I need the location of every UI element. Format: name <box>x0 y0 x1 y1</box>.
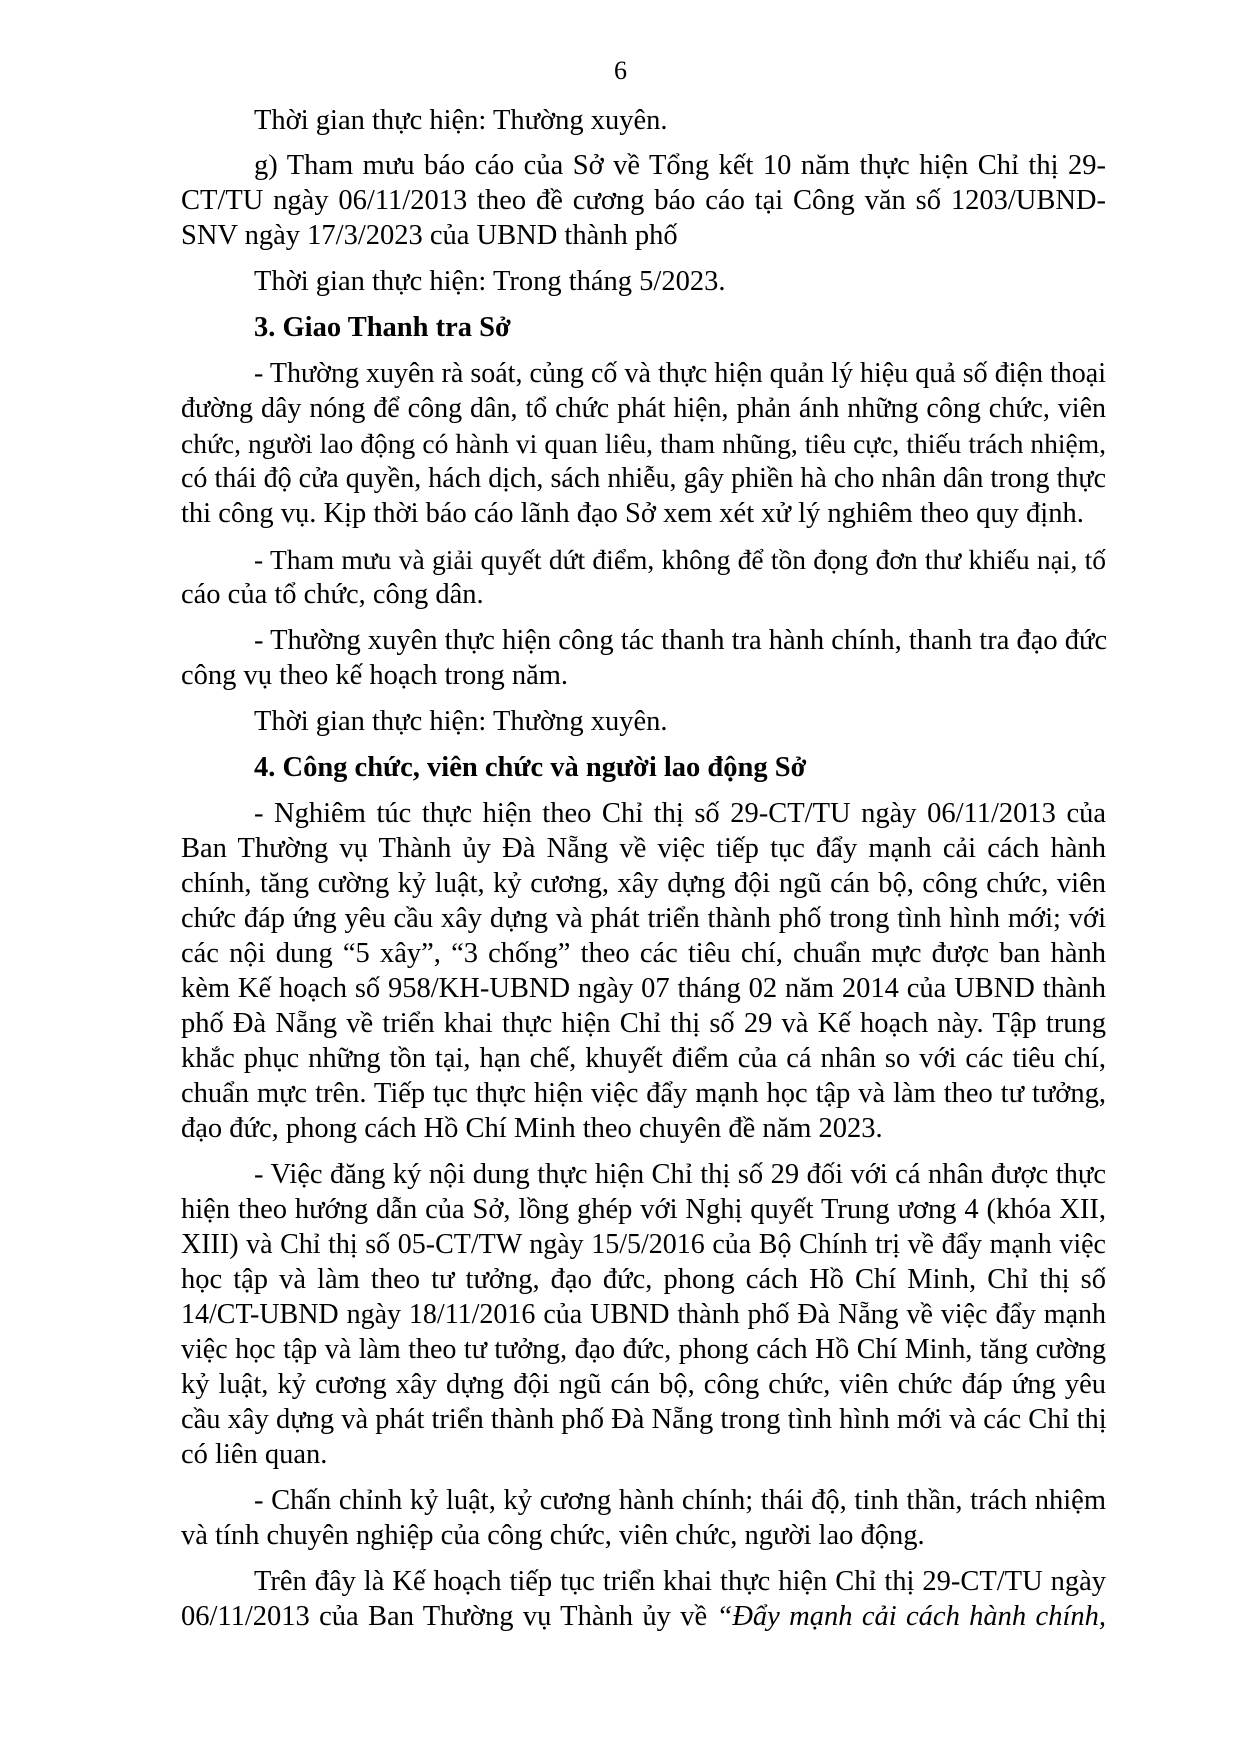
paragraph-line: việc học tập và làm theo tư tưởng, đạo đức, phong cách Hồ Chí Minh, tăng cường <box>181 1334 1106 1365</box>
paragraph-line: có thái độ cửa quyền, hách dịch, sách nhiễu, gây phiền hà cho nhân dân trong thực <box>181 463 1106 494</box>
paragraph-line: phố Đà Nẵng về triển khai thực hiện Chỉ thị số 29 và Kế hoạch này. Tập trung <box>181 1008 1106 1039</box>
paragraph-line: công vụ theo kế hoạch trong năm. <box>181 660 569 691</box>
page-number: 6 <box>614 56 627 85</box>
italic-quote: “Đẩy mạnh cải cách hành chính, <box>716 1601 1106 1632</box>
paragraph-line: - Tham mưu và giải quyết dứt điểm, không để tồn đọng đơn thư khiếu nại, tố <box>254 544 1106 575</box>
paragraph-line: XIII) và Chỉ thị số 05-CT/TW ngày 15/5/2016 của Bộ Chính trị về đẩy mạnh việc <box>181 1229 1106 1260</box>
paragraph-line: cầu xây dựng và phát triển thành phố Đà Nẵng trong tình hình mới và các Chỉ thị <box>181 1404 1107 1435</box>
paragraph-line: - Việc đăng ký nội dung thực hiện Chỉ thị số 29 đối với cá nhân được thực <box>254 1159 1106 1190</box>
paragraph-line: hiện theo hướng dẫn của Sở, lồng ghép với Nghị quyết Trung ương 4 (khóa XII, <box>181 1194 1106 1225</box>
paragraph-line: đạo đức, phong cách Hồ Chí Minh theo chuyên đề năm 2023. <box>181 1113 883 1144</box>
paragraph-line: khắc phục những tồn tại, hạn chế, khuyết điểm của cá nhân so với các tiêu chí, <box>181 1043 1106 1074</box>
paragraph-line: - Thường xuyên thực hiện công tác thanh tra hành chính, thanh tra đạo đức <box>254 625 1108 656</box>
paragraph-line: Trên đây là Kế hoạch tiếp tục triển khai thực hiện Chỉ thị 29-CT/TU ngày <box>254 1566 1106 1597</box>
paragraph-line: - Nghiêm túc thực hiện theo Chỉ thị số 29-CT/TU ngày 06/11/2013 của <box>254 798 1106 829</box>
paragraph-line: kèm Kế hoạch số 958/KH-UBND ngày 07 tháng 02 năm 2014 của UBND thành <box>181 973 1106 1004</box>
section-heading: 3. Giao Thanh tra Sở <box>254 312 511 343</box>
paragraph-line: thi công vụ. Kịp thời báo cáo lãnh đạo Sở xem xét xử lý nghiêm theo quy định. <box>181 498 1084 529</box>
paragraph-line: g) Tham mưu báo cáo của Sở về Tổng kết 10 năm thực hiện Chỉ thị 29- <box>254 150 1106 181</box>
paragraph-line: SNV ngày 17/3/2023 của UBND thành phố <box>181 220 678 251</box>
paragraph-line: - Thường xuyên rà soát, củng cố và thực hiện quản lý hiệu quả số điện thoại <box>254 358 1106 389</box>
section-heading: 4. Công chức, viên chức và người lao động Sở <box>254 752 807 783</box>
paragraph-line: các nội dung “5 xây”, “3 chống” theo các tiêu chí, chuẩn mực được ban hành <box>181 938 1106 969</box>
paragraph-line: kỷ luật, kỷ cương xây dựng đội ngũ cán bộ, công chức, viên chức đáp ứng yêu <box>181 1369 1106 1400</box>
paragraph-line: cáo của tổ chức, công dân. <box>181 579 484 610</box>
paragraph-line-mixed <box>181 1600 1106 1634</box>
paragraph-line: Ban Thường vụ Thành ủy Đà Nẵng về việc tiếp tục đẩy mạnh cải cách hành <box>181 833 1106 864</box>
paragraph-line: Thời gian thực hiện: Trong tháng 5/2023. <box>254 266 726 297</box>
paragraph-line: 14/CT-UBND ngày 18/11/2016 của UBND thành phố Đà Nẵng về việc đẩy mạnh <box>181 1299 1106 1330</box>
paragraph-line: - Chấn chỉnh kỷ luật, kỷ cương hành chính; thái độ, tinh thần, trách nhiệm <box>254 1485 1106 1516</box>
paragraph-line: chính, tăng cường kỷ luật, kỷ cương, xây dựng đội ngũ cán bộ, công chức, viên <box>181 868 1106 899</box>
paragraph-line: Thời gian thực hiện: Thường xuyên. <box>254 706 668 737</box>
paragraph-line: học tập và làm theo tư tưởng, đạo đức, phong cách Hồ Chí Minh, Chỉ thị số <box>181 1264 1106 1295</box>
paragraph-line: chuẩn mực trên. Tiếp tục thực hiện việc đẩy mạnh học tập và làm theo tư tưởng, <box>181 1078 1106 1109</box>
paragraph-line: chức, người lao động có hành vi quan liêu, tham nhũng, tiêu cực, thiếu trách nhiệm, <box>181 428 1106 459</box>
paragraph-line: đường dây nóng để công dân, tổ chức phát hiện, phản ánh những công chức, viên <box>181 393 1106 424</box>
paragraph-line: có liên quan. <box>181 1439 328 1470</box>
paragraph-text: 06/11/2013 của Ban Thường vụ Thành ủy về <box>181 1601 717 1632</box>
paragraph-line: CT/TU ngày 06/11/2013 theo đề cương báo cáo tại Công văn số 1203/UBND- <box>181 185 1106 216</box>
paragraph-line: Thời gian thực hiện: Thường xuyên. <box>254 105 668 136</box>
paragraph-line: và tính chuyên nghiệp của công chức, viên chức, người lao động. <box>181 1520 925 1551</box>
paragraph-line: chức đáp ứng yêu cầu xây dựng và phát triển thành phố trong tình hình mới; với <box>181 903 1106 934</box>
